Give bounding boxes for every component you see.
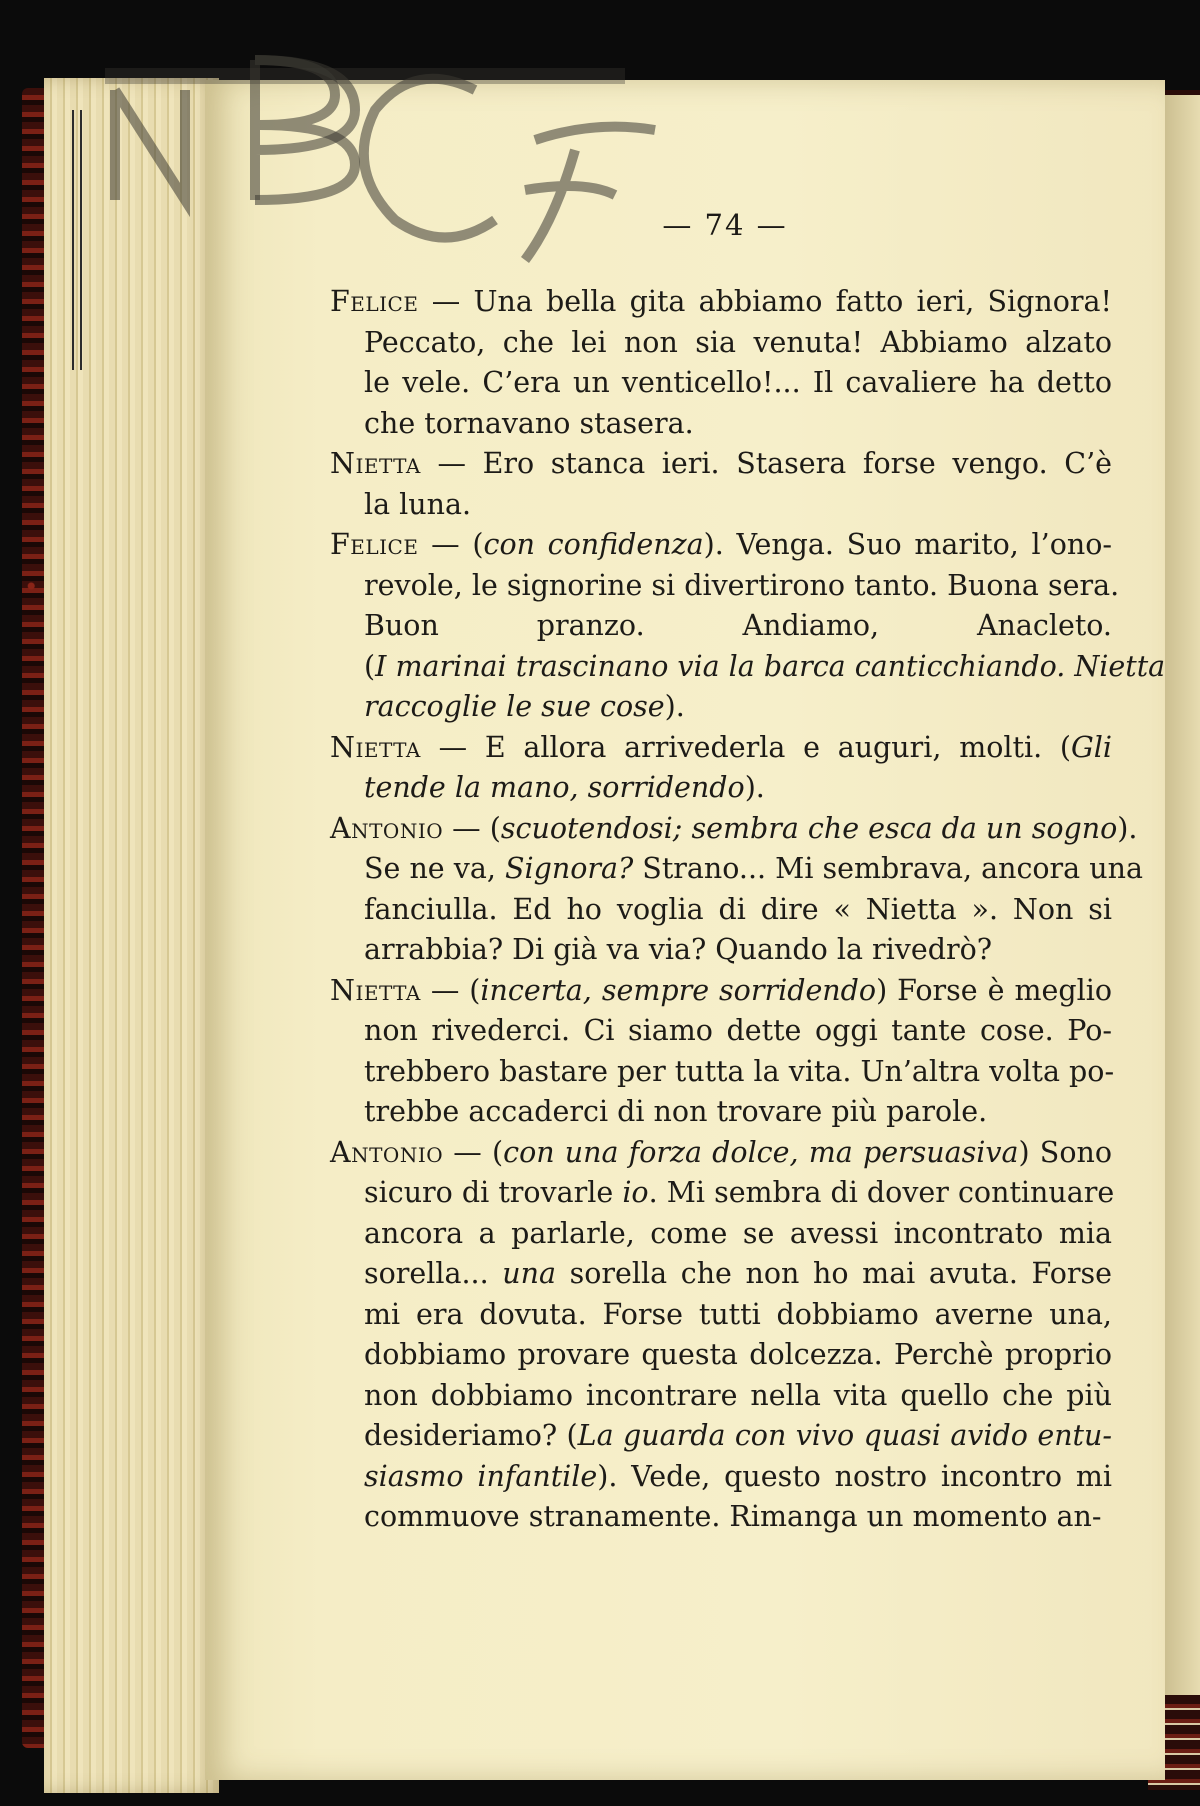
text-line xyxy=(330,890,1112,931)
dialogue-text: che tornavano stasera. xyxy=(364,406,694,440)
dialogue-text: — ( xyxy=(443,1135,504,1169)
dialogue-text: trebbe accaderci di non trovare più parole. xyxy=(364,1095,988,1128)
speech-block xyxy=(330,809,1143,971)
text-line xyxy=(330,404,1112,445)
dialogue-text: desideriamo? ( xyxy=(364,1419,578,1452)
text-line xyxy=(330,1457,1112,1498)
dialogue-text: ). xyxy=(744,771,765,804)
stage-direction: raccoglie le sue cose xyxy=(364,690,665,723)
dialogue-text: — ( xyxy=(420,973,481,1007)
dialogue-text: Buon pranzo. Andiamo, Anacleto. xyxy=(364,609,1112,642)
speech-block xyxy=(330,728,1112,809)
dialogue-text: sorella... xyxy=(364,1257,503,1290)
text-line xyxy=(330,1497,1112,1538)
stage-direction: La guarda con vivo quasi avido entu- xyxy=(577,1419,1112,1452)
text-line xyxy=(330,930,1112,971)
dialogue-text: revole, le signorine si divertirono tanto. Buona sera. xyxy=(364,568,1120,602)
dialogue-text: mi era dovuta. Forse tutti dobbiamo averne una, xyxy=(364,1297,1112,1331)
dialogue-text: ( xyxy=(364,649,376,683)
text-line xyxy=(330,809,1138,850)
text-line xyxy=(330,525,1112,566)
text-line xyxy=(330,971,1112,1012)
dialogue-text: commuove stranamente. Rimanga un momento an- xyxy=(364,1500,1102,1533)
text-line xyxy=(330,768,1112,809)
text-line xyxy=(330,282,1112,323)
text-line xyxy=(330,1092,1112,1133)
stage-direction: incerta, sempre sorridendo xyxy=(480,973,877,1007)
stage-direction: I marinai trascinano via la barca canticchiando. Nietta xyxy=(375,649,1166,683)
text-line xyxy=(330,1214,1112,1255)
speaker-name: Nietta xyxy=(330,730,421,764)
dialogue-text: . Mi sembra di dover continuare xyxy=(648,1176,1115,1209)
stage-direction: io xyxy=(622,1176,649,1209)
text-line xyxy=(330,647,1166,688)
speech-block xyxy=(330,282,1112,444)
dialogue-text: — ( xyxy=(443,811,501,845)
dialogue-text: ). Vede, questo nostro incontro mi xyxy=(597,1459,1113,1493)
dialogue-text: ). xyxy=(1117,811,1138,845)
dialogue-text: sorella che non ho mai avuta. Forse xyxy=(556,1257,1112,1290)
dialogue-text: dobbiamo provare questa dolcezza. Perchè proprio xyxy=(364,1338,1112,1371)
text-line xyxy=(330,1254,1112,1295)
text-line xyxy=(330,1133,1112,1174)
dialogue-text: ). xyxy=(664,690,685,723)
text-line xyxy=(330,485,1112,526)
speech-block xyxy=(330,525,1166,728)
dialogue-text: trebbero bastare per tutta la vita. Un’altra volta po- xyxy=(364,1054,1115,1088)
text-line xyxy=(330,606,1112,647)
dialogue-text: — ( xyxy=(418,528,484,561)
text-line xyxy=(330,1416,1112,1457)
dialogue-text: ) Forse è meglio xyxy=(876,973,1112,1007)
stage-direction: siasmo infantile xyxy=(364,1459,598,1493)
speaker-name: Felice xyxy=(330,285,419,318)
page-stack xyxy=(44,78,219,1793)
speaker-name: Antonio xyxy=(330,1135,444,1169)
dialogue-text: non dobbiamo incontrare nella vita quello che più xyxy=(364,1378,1112,1412)
dialogue-text: — E allora arrivederla e auguri, molti. ( xyxy=(420,730,1071,764)
dialogue-text: ) Sono xyxy=(1018,1135,1112,1169)
dialogue-text: Se ne va, xyxy=(364,852,505,885)
dialogue-text: ). Venga. Suo marito, l’ono- xyxy=(703,528,1112,561)
dialogue-text: non rivederci. Ci siamo dette oggi tante cose. Po- xyxy=(364,1014,1112,1047)
text-line xyxy=(330,323,1112,364)
text-line xyxy=(330,1173,1115,1214)
text-line xyxy=(330,849,1143,890)
dialogue-text: le vele. C’era un venticello!... Il cavaliere ha detto xyxy=(364,366,1112,399)
speech-block xyxy=(330,971,1115,1133)
text-line xyxy=(330,1295,1112,1336)
dialogue-text: la luna. xyxy=(364,487,472,521)
dialogue-text: fanciulla. Ed ho voglia di dire « Nietta ». Non si xyxy=(364,892,1112,926)
text-line xyxy=(330,1052,1115,1093)
stage-direction: una xyxy=(502,1257,556,1290)
page-number: — 74 — xyxy=(662,208,788,242)
dialogue-text: sicuro di trovarle xyxy=(364,1176,623,1209)
play-text xyxy=(330,282,1166,1538)
text-line xyxy=(330,1376,1112,1417)
speech-block xyxy=(330,444,1112,525)
stage-direction: con una forza dolce, ma persuasiva xyxy=(503,1135,1019,1169)
speaker-name: Nietta xyxy=(330,447,421,480)
dialogue-text: Strano... Mi sembrava, ancora una xyxy=(633,852,1143,885)
stage-direction: scuotendosi; sembra che esca da un sogno xyxy=(500,811,1118,845)
dialogue-text: — Ero stanca ieri. Stasera forse vengo. C’è xyxy=(420,447,1112,480)
text-line xyxy=(330,566,1120,607)
dialogue-text: ancora a parlarle, come se avessi incontrato mia xyxy=(364,1216,1112,1250)
text-line xyxy=(330,1335,1112,1376)
speaker-name: Antonio xyxy=(330,811,444,845)
dialogue-text: — Una bella gita abbiamo fatto ieri, Signora! xyxy=(418,285,1112,318)
next-page-sliver xyxy=(1160,95,1200,1695)
speaker-name: Nietta xyxy=(330,973,421,1007)
text-line xyxy=(330,687,1112,728)
stage-direction: tende la mano, sorridendo xyxy=(364,771,745,804)
stage-direction: Gli xyxy=(1071,730,1112,764)
text-line xyxy=(330,444,1112,485)
speech-block xyxy=(330,1133,1115,1538)
dialogue-text: Peccato, che lei non sia venuta! Abbiamo alzato xyxy=(364,325,1112,359)
stage-direction: Signora? xyxy=(504,852,634,885)
dialogue-text: arrabbia? Di già va via? Quando la rivedrò? xyxy=(364,933,993,966)
text-line xyxy=(330,363,1112,404)
stage-direction: con confidenza xyxy=(483,528,704,561)
text-line xyxy=(330,728,1112,769)
speaker-name: Felice xyxy=(330,528,419,561)
text-line xyxy=(330,1011,1112,1052)
